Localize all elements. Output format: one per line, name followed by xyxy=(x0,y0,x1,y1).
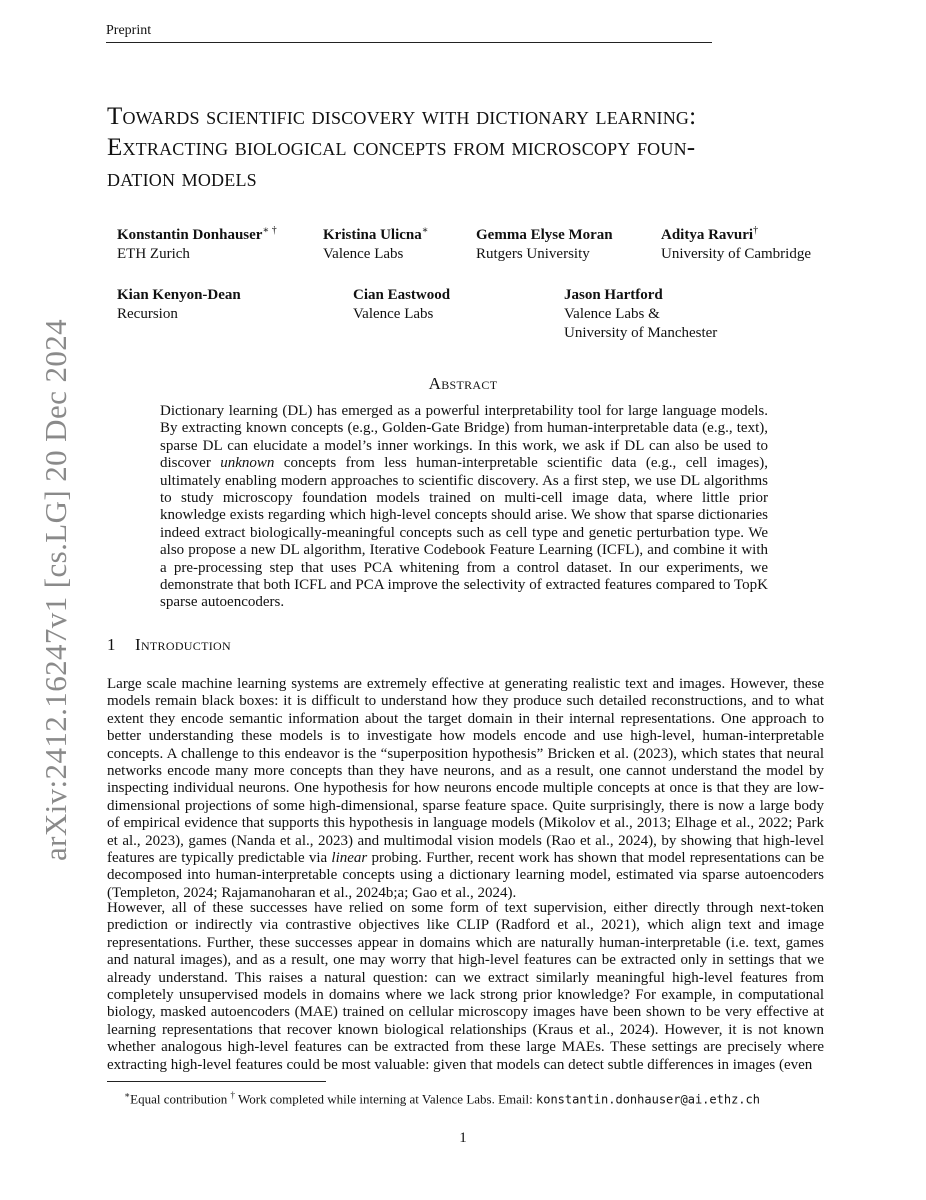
intro-paragraph-2: However, all of these successes have relied on some form of text supervision, either directly through next-token prediction or indirectly via contrastive objectives like CLIP (Radford et al., 2021), which align text and image representations. Further, these successes appear in domains which are naturally human-interpretable (i.e. text, games and natural images), and as a result, one may worry that high-level features can be extracted only in settings that we already understand. This raises a natural question: can we extract similarly meaningful high-level features from completely unsupervised models in domains where we lack strong prior knowledge? For example, in computational biology, masked autoencoders (MAE) trained on cellular microscopy images have been shown to be very effective at learning representations that recover known biological relationships (Kraus et al., 2024). However, it is not known whether analogous high-level features can be extracted from these large MAEs. These settings are precisely where extracting high-level features could be most valuable: given that models can detect subtle differences in images (even xyxy=(107,900,824,1073)
section-title: Introduction xyxy=(135,635,231,654)
title-line-3: dation models xyxy=(107,165,257,192)
author-block xyxy=(661,221,811,264)
author-name: Cian Eastwood xyxy=(353,287,451,303)
author-block xyxy=(323,221,429,264)
title-line-2: Extracting biological concepts from microscopy foun- xyxy=(107,134,696,161)
author-name: Kristina Ulicna xyxy=(323,227,422,243)
author-affiliation: Valence Labs xyxy=(353,306,434,322)
author-affiliation: ETH Zurich xyxy=(117,246,190,262)
author-block xyxy=(564,281,717,343)
footnote-mark: † xyxy=(230,1090,235,1100)
abstract-text-part: concepts from less human-interpretable scientific data (e.g., cell images), ultimately enabling modern approaches to scientific discovery. As a first step, we use DL algorithms to study microscopy foundation models trained on multi-cell image data, where little prior knowledge exists regarding which high-level concepts should arise. We show that sparse dictionaries indeed extract biologically-meaningful concepts such as cell type and genetic perturbation type. We also propose a new DL algorithm, Iterative Codebook Feature Learning (ICFL), and combine it with a pre-processing step that uses PCA whitening from a control dataset. In our experiments, we demonstrate that both ICFL and PCA improve the selectivity of extracted features compared to TopK sparse autoencoders. xyxy=(160,455,768,611)
footnote xyxy=(124,1087,760,1107)
author-marks: † xyxy=(753,225,759,236)
abstract-emphasis: unknown xyxy=(220,455,275,472)
author-block xyxy=(353,281,450,324)
author-marks: ∗ † xyxy=(262,225,277,236)
author-name: Gemma Elyse Moran xyxy=(476,227,613,243)
arxiv-stamp: arXiv:2412.16247v1 [cs.LG] 20 Dec 2024 xyxy=(38,318,73,862)
author-name: Aditya Ravuri xyxy=(661,227,754,243)
paper-title xyxy=(107,101,837,194)
paragraph-text: probing. Further, recent work has shown that model representations can be decomposed into human-interpretable concepts using a dictionary learning model, estimated via sparse autoencoders (Templeton, 2024; Rajamanoharan et al., 2024b;a; Gao et al., 2024). xyxy=(107,850,825,901)
abstract-text-part: Dictionary learning (DL) has emerged as a powerful interpretability tool for large language models. By extracting known concepts (e.g., Golden-Gate Bridge) from human-interpretable data (e.g., text), sparse DL can elucidate a model’s inner workings. In this work, we ask if DL can also be used to discover xyxy=(160,403,768,472)
intro-paragraph-1 xyxy=(107,676,824,902)
section-number: 1 xyxy=(107,635,116,654)
author-affiliation: University of Manchester xyxy=(564,325,718,341)
footnote-mark: ∗ xyxy=(124,1090,131,1100)
author-block xyxy=(117,281,241,324)
paragraph-text: Large scale machine learning systems are extremely effective at generating realistic text and images. However, these models remain black boxes: it is difficult to understand how they produce such detailed reconstructions, and to what extent they encode semantic information about the target domain in their internal representations. One approach to better understanding these models is to investigate how models encode and use high-level, human-interpretable concepts. A challenge to this endeavor is the “superposition hypothesis” Bricken et al. (2023), which states that neural networks encode many more concepts than they have neurons, and as a result, one cannot understand the model by inspecting individual neurons. One hypothesis for how neurons encode multiple concepts at once is that they are low-dimensional projections of some high-dimensional, sparse feature space. Quite surprisingly, there is now a large body of empirical evidence that supports this hypothesis in language models (Mikolov et al., 2013; Elhage et al., 2022; Park et al., 2023), games (Nanda et al., 2023) and multimodal vision models (Rao et al., 2024), by showing that high-level features are typically predictable via xyxy=(107,676,824,867)
author-affiliation: University of Cambridge xyxy=(661,246,811,262)
author-affiliation: Recursion xyxy=(117,306,178,322)
footnote-email: konstantin.donhauser@ai.ethz.ch xyxy=(536,1092,760,1107)
footnote-text: Work completed while interning at Valence Labs. Email: xyxy=(235,1091,536,1107)
footnote-text: Equal contribution xyxy=(130,1091,231,1107)
author-name: Jason Hartford xyxy=(564,287,663,303)
abstract-heading: Abstract xyxy=(428,374,498,393)
running-head: Preprint xyxy=(106,22,712,43)
page-number: 1 xyxy=(459,1130,467,1146)
paragraph-emphasis: linear xyxy=(331,850,368,867)
section-heading xyxy=(107,635,231,655)
author-marks: ∗ xyxy=(421,225,429,236)
author-affiliation: Valence Labs xyxy=(323,246,404,262)
abstract-text xyxy=(160,403,768,612)
author-affiliation: Valence Labs & xyxy=(564,306,660,322)
author-affiliation: Rutgers University xyxy=(476,246,590,262)
footnote-rule xyxy=(107,1081,326,1082)
author-name: Konstantin Donhauser xyxy=(117,227,263,243)
title-line-1: Towards scientific discovery with dictionary learning: xyxy=(107,103,697,130)
author-block xyxy=(117,221,277,264)
author-block xyxy=(476,221,613,264)
author-name: Kian Kenyon-Dean xyxy=(117,287,241,303)
